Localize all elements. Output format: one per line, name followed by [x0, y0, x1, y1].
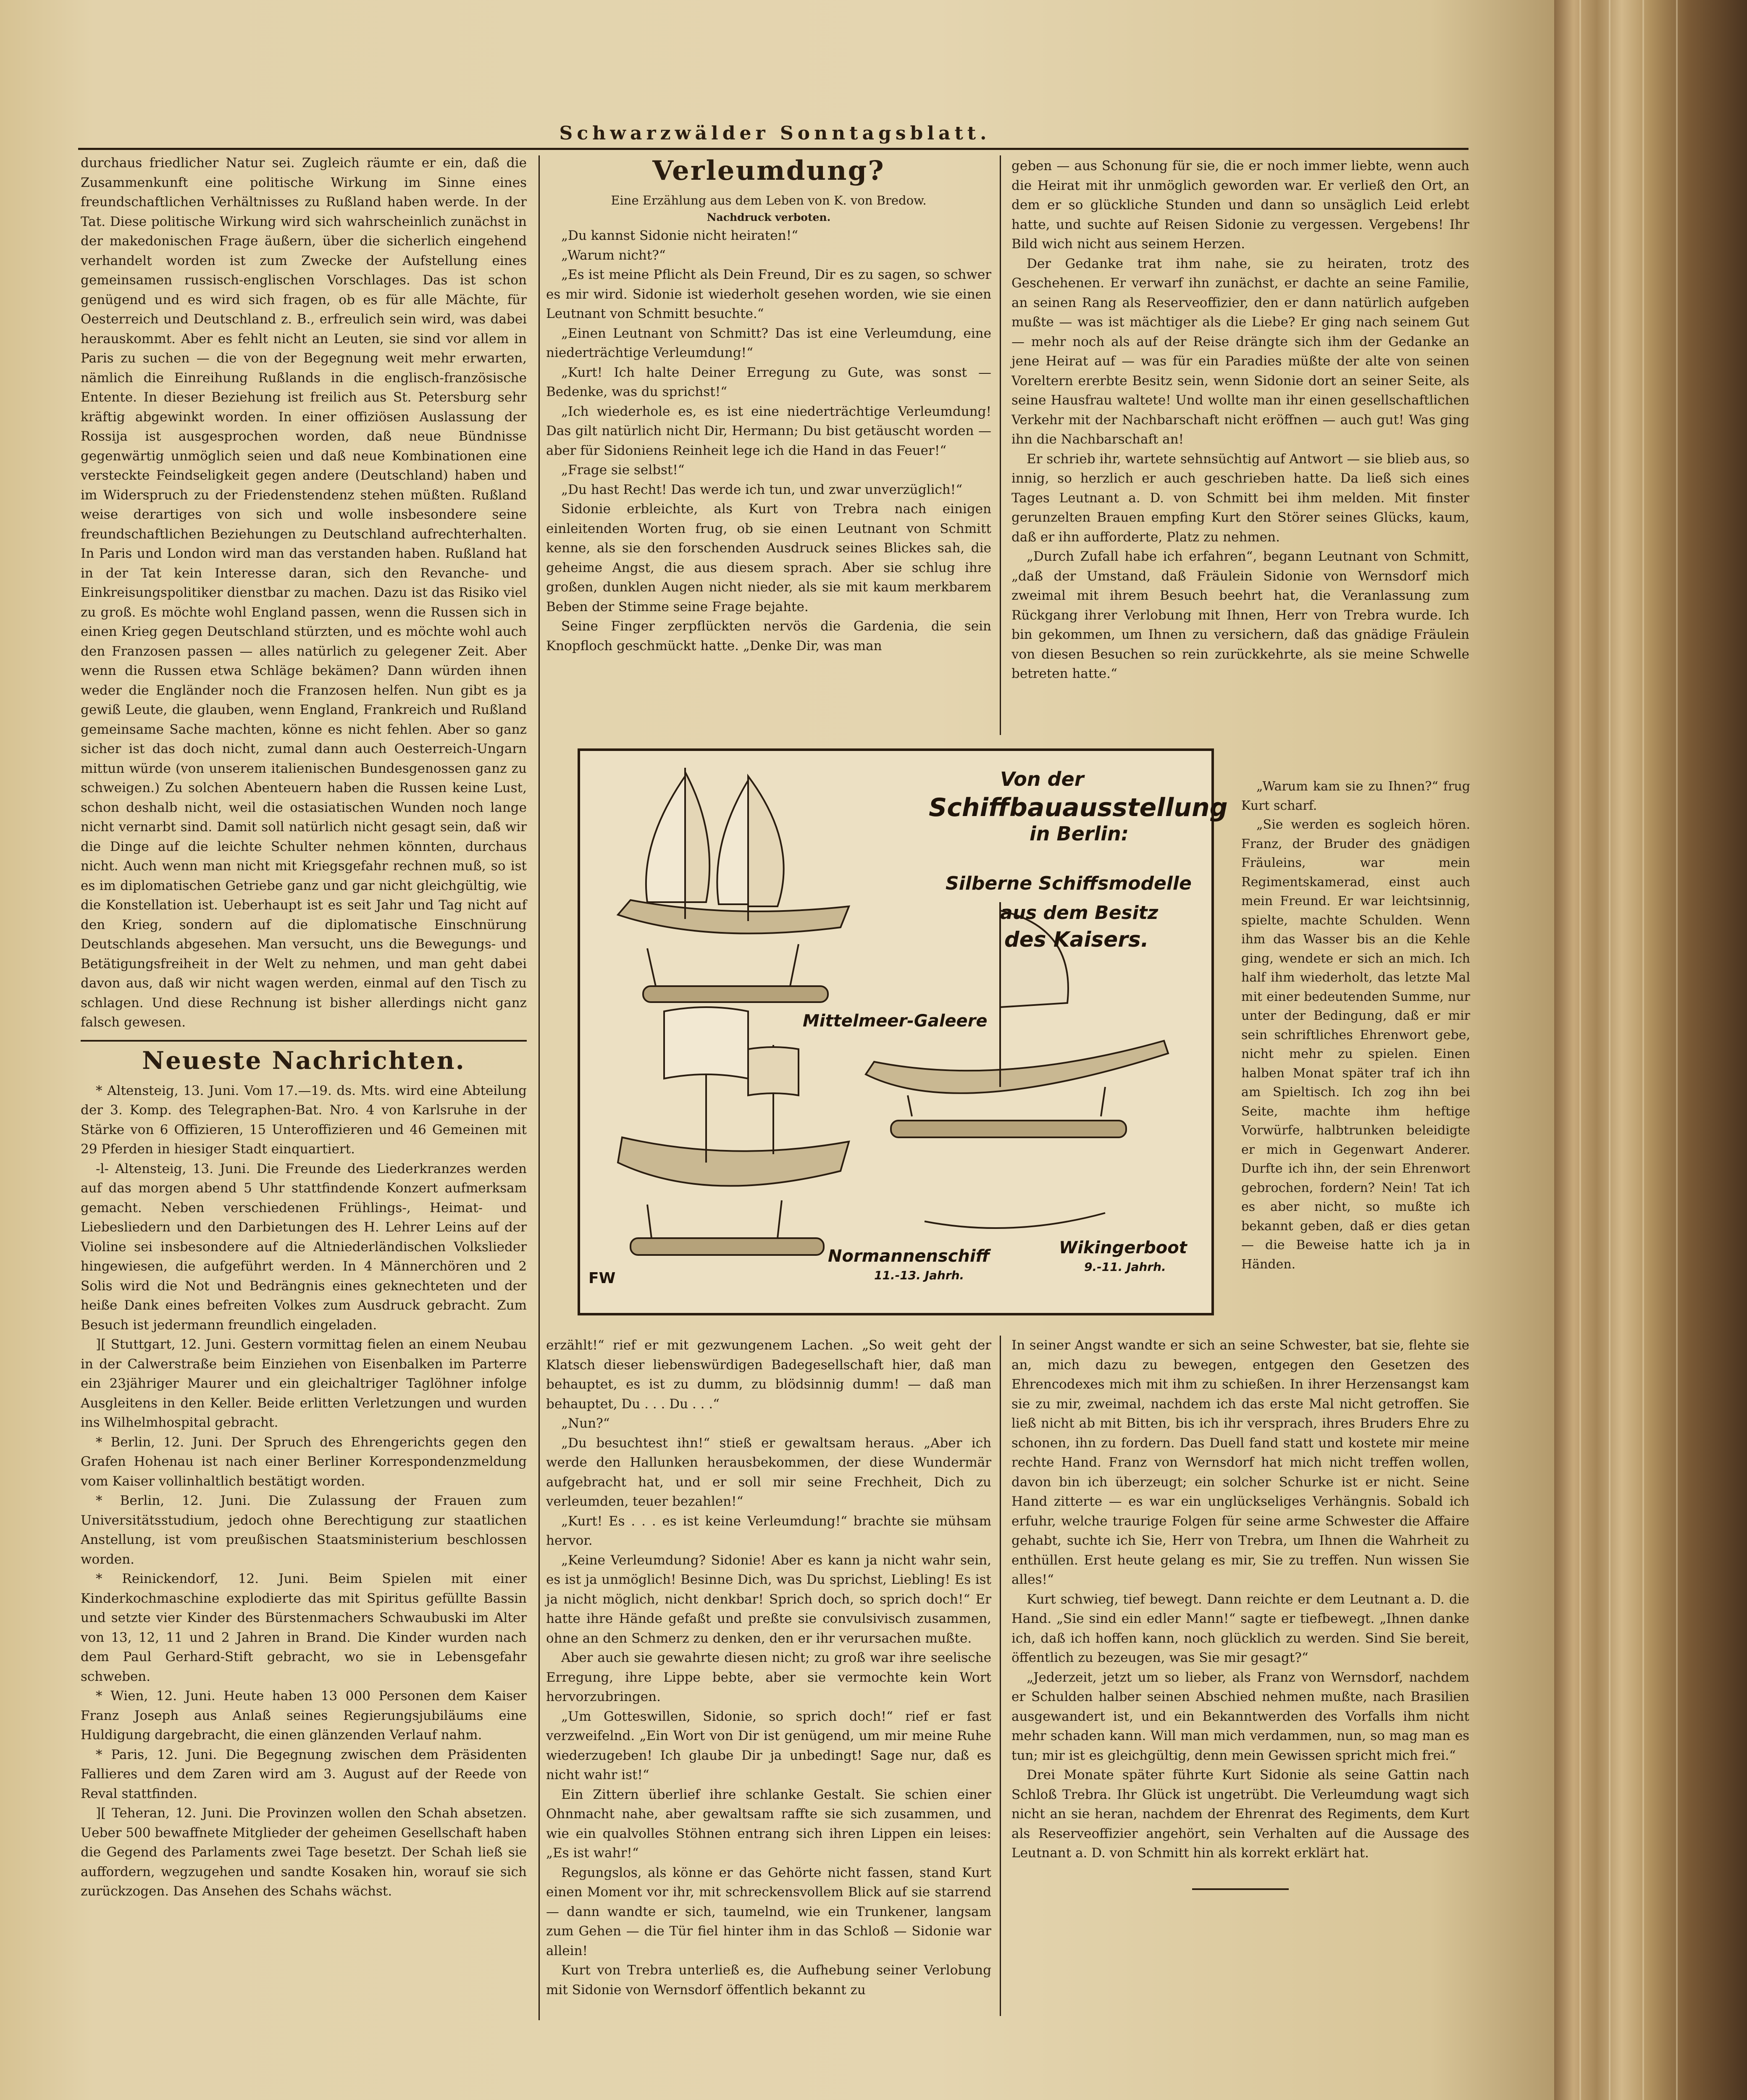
caption-line-2: Schiffbauausstellung [929, 793, 1228, 822]
story-paragraph: „Kurt! Ich halte Deiner Erregung zu Gute, was sonst — Bedenke, was du sprichst!“ [546, 365, 991, 399]
end-rule [1192, 1888, 1289, 1890]
masthead: Schwarzwälder Sonntagsblatt. [559, 123, 991, 144]
story-paragraph: Kurt schwieg, tief bewegt. Dann reichte er dem Leutnant a. D. die Hand. „Sie sind ein edler Mann!“ sagte er tiefbewegt. „Ihnen danke ich, daß ich hoffen kann, noch glücklich zu werden. Sind Sie bereit, öffentlich zu bezeugen, was Sie mir gesagt?“ [1011, 1591, 1469, 1665]
story-paragraph: Drei Monate später führte Kurt Sidonie als seine Gattin nach Schloß Trebra. Ihr Glück ist ungetrübt. Die Verleumdung wagt sich nicht an sie heran, nachdem der Ehrenrat des Regiments, dem Kurt als Reserveoffizier angehört, sein Verhalten auf die Aussage des Leutnant a. D. von Schmitt hin als korrekt erklärt hat. [1011, 1767, 1469, 1861]
label-viking-date: 9.-11. Jahrh. [1084, 1260, 1166, 1274]
masthead-rule [78, 148, 1469, 150]
story-paragraph: „Um Gotteswillen, Sidonie, so sprich doch!“ rief er fast verzweifelnd. „Ein Wort von Dir ist genügend, um mir meine Ruhe wiederzugeben! Ich glaube Dir ja unbedingt! Sage nur, daß es nicht wahr ist!“ [546, 1709, 991, 1782]
story-paragraph: „Frage sie selbst!“ [561, 462, 685, 478]
story-paragraph: „Sie werden es sogleich hören. Franz, der Bruder des gnädigen Fräuleins, war mein Regimentskamerad, einst auch mein Freund. Er war leichtsinnig, spielte, machte Schulden. Wenn ihm das Wasser bis an die Kehle ging, wendete er sich an mich. Ich half ihm wiederholt, das letzte Mal mit einer bedeutenden Summe, nur unter der Bedingung, daß er mir sein schriftliches Ehrenwort gebe, nicht mehr zu spielen. Einen halben Monat später traf ich ihn am Spieltisch. Ich zog ihn bei Seite, machte ihm heftige Vorwürfe, halbtrunken beleidigte er mich in Gegenwart Anderer. Durfte ich ihn, der sein Ehrenwort gebrochen, fordern? Nein! Tat ich es aber nicht, so mußte ich bekannt geben, daß er dies getan — die Beweise hatte ich ja in Händen. [1241, 817, 1470, 1272]
book-binding-edge [1554, 0, 1747, 2100]
section-rule [81, 1040, 527, 1042]
article-continuation: durchaus friedlicher Natur sei. Zugleich räumte er ein, daß die Zusammenkunft eine politische Wirkung im Sinne eines freundschaftlichen Verhältnisses zu Rußland haben werde. In der Tat. Diese politische Wirkung wird sich wahrscheinlich zunächst in der makedonischen Frage äußern, über die sicherlich eingehend verhandelt worden ist zum Zwecke der Aufstellung eines gemeinsamen russisch-englischen Vorschlages. Das ist schon genügend und es wird sich fragen, ob es für alle Mächte, für Oesterreich und Deutschland z. B., erfreulich sein wird, was dabei herauskommt. Aber es fehlt nicht an Leuten, sie sind vor allem in Paris zu suchen — die von der Begegnung weit mehr erwarten, nämlich die Einreihung Rußlands in die englisch-französische Entente. In dieser Beziehung ist freilich aus St. Petersburg sehr kräftig abgewinkt worden. In einer offiziösen Auslassung der Rossija ist ausgesprochen worden, daß neue Bündnisse gegenwärtig unmöglich seien und daß neue Kombinationen eine versteckte Feindseligkeit gegen andere (Deutschland) haben und im Widerspruch zu der Friedenstendenz stehen müßten. Rußland weise derartiges von sich und wolle insbesondere seine freundschaftlichen Beziehungen zu Deutschland aufrechterhalten. In Paris und London wird man das verstanden haben. Rußland hat in der Tat kein Interesse daran, sich den Revanche- und Einkreisungspolitiker dienstbar zu machen. Dazu ist das Risiko viel zu groß. Es möchte wohl England passen, wenn die Russen sich in einen Krieg gegen Deutschland stürzten, und es möchte wohl auch den Franzosen passen — alles natürlich zu gelegener Zeit. Aber wenn die Russen etwa Schläge bekämen? Dann würden ihnen weder die Engländer noch die Franzosen helfen. Nun gibt es ja gewiß Leute, die glauben, wenn England, Frankreich und Rußland gemeinsame Sache machten, könne es nicht fehlen. Aber so ganz sicher ist das doch nicht, zumal dann auch Oesterreich-Ungarn mittun würde (von unserem italienischen Bundesgenossen ganz zu schweigen.) Zu solchen Abenteuern haben die Russen keine Lust, schon deshalb nicht, weil die ostasiatischen Wunden noch lange nicht vernarbt sind. Damit soll natürlich nicht gesagt sein, daß wir die Dinge auf die leichte Schulter nehmen könnten, durchaus nicht. Auch wenn man nicht mit Kriegsgefahr rechnen muß, so ist es im diplomatischen Getriebe ganz und gar nicht gleichgültig, wie die Konstellation ist. Ueberhaupt ist es seit Jahr und Tag nicht auf den Krieg, sondern auf die diplomatische Einschnürung Deutschlands abgesehen. Man versucht, uns die Bewegungs- und Betätigungsfreiheit in der Welt zu nehmen, und man geht dabei davon aus, daß wir nicht wagen werden, einmal auf den Tisch zu schlagen. Und diese Rechnung ist bisher allerdings nicht ganz falsch gewesen. [81, 155, 527, 1030]
story-column-3-bottom [1011, 1336, 1469, 1890]
label-norman-ship: Normannenschiff [828, 1247, 990, 1266]
story-side-column [1241, 777, 1470, 1274]
story-paragraph: Seine Finger zerpflückten nervös die Gardenia, die sein Knopfloch geschmückt hatte. „Denke Dir, was man [546, 619, 991, 654]
caption-line-4: Silberne Schiffsmodelle [946, 873, 1192, 894]
reprint-notice: Nachdruck verboten. [707, 211, 831, 223]
news-heading: Neueste Nachrichten. [142, 1046, 465, 1075]
caption-line-1: Von der [1000, 768, 1084, 790]
story-paragraph: Aber auch sie gewahrte diesen nicht; zu groß war ihre seelische Erregung, ihre Lippe bebte, aber sie vermochte kein Wort hervorzubringen. [546, 1650, 991, 1704]
story-paragraph: „Ich wiederhole es, es ist eine niederträchtige Verleumdung! Das gilt natürlich nicht Dir, Hermann; Du bist getäuscht worden — aber für Sidoniens Reinheit lege ich die Hand in das Feuer!“ [546, 404, 991, 458]
column-rule-1 [539, 155, 540, 2020]
story-column-3-top [1011, 156, 1469, 684]
story-paragraph: „Einen Leutnant von Schmitt? Das ist eine Verleumdung, eine niederträchtige Verleumdung!“ [546, 326, 991, 360]
artist-signature: FW [588, 1270, 616, 1287]
story-subtitle: Eine Erzählung aus dem Leben von K. von Bredow. [611, 193, 927, 207]
story-paragraph: Sidonie erbleichte, als Kurt von Trebra nach einigen einleitenden Worten frug, ob sie einen Leutnant von Schmitt kenne, als sie den forschenden Ausdruck seines Blickes sah, die geheime Angst, die aus diesem sprach. Aber sie schlug ihre großen, dunklen Augen nicht nieder, als sie mit kaum merkbarem Beben der Stimme seine Frage bejahte. [546, 501, 991, 614]
news-item: -l- Altensteig, 13. Juni. Die Freunde des Liederkranzes werden auf das morgen abend 5 Uhr stattfindende Konzert aufmerksam gemacht. Neben verschiedenen Frühlings-, Heimat- und Liebesliedern und den Darbietungen des H. Lehrer Leins auf der Violine sei insbesondere auf die Altniederländischen Volkslieder hingewiesen, die aufgeführt werden. In 4 Männerchören und 2 Solis wird die Not und Bedrängnis eines geknechteten und der heiße Dank eines befreiten Volkes zum Ausdruck gebracht. Zum Besuch ist jedermann freundlich eingeladen. [81, 1161, 527, 1333]
story-paragraph: Kurt von Trebra unterließ es, die Aufhebung seiner Verlobung mit Sidonie von Wernsdorf öffentlich bekannt zu [546, 1963, 991, 1998]
news-item: * Reinickendorf, 12. Juni. Beim Spielen mit einer Kinderkochmaschine explodierte das mit Spiritus gefüllte Bassin und setzte vier Kinder des Bürstenmachers Schwaubuski im Alter von 13, 12, 11 und 2 Jahren in Brand. Die Kinder wurden nach dem Paul Gerhard-Stift gebracht, wo sie in Lebensgefahr schweben. [81, 1571, 527, 1684]
story-paragraph: „Kurt! Es . . . es ist keine Verleumdung!“ brachte sie mühsam hervor. [546, 1513, 991, 1548]
column-rule-3 [1000, 1336, 1001, 2016]
story-paragraph: geben — aus Schonung für sie, die er noch immer liebte, wenn auch die Heirat mit ihr unmöglich geworden war. Er verließ den Ort, an dem er so glückliche Stunden und dann so unsäglich Leid erlebt hatte, und suchte auf Reisen Sidonie zu vergessen. Vergebens! Ihr Bild wich nicht aus seinem Herzen. [1011, 158, 1469, 252]
story-paragraph: „Du besuchtest ihn!“ stieß er gewaltsam heraus. „Aber ich werde den Hallunken herausbekommen, der diese Wundermär aufgebracht hat, und er soll mir seine Frechheit, Dich zu verleumden, teuer bezahlen!“ [546, 1435, 991, 1509]
story-column-2-top [546, 156, 991, 656]
story-paragraph: erzählt!“ rief er mit gezwungenem Lachen. „So weit geht der Klatsch dieser liebenswürdigen Badegesellschaft hier, daß man behauptet, es ist zu dumm, zu blödsinnig dumm! — daß man behauptet, Du . . . Du . . .“ [546, 1338, 991, 1412]
story-paragraph: Der Gedanke trat ihm nahe, sie zu heiraten, trotz des Geschehenen. Er verwarf ihn zunächst, er dachte an seine Familie, an seinen Rang als Reserveoffizier, den er dann natürlich aufgeben mußte — was ist mächtiger als die Liebe? Er ging nach seinem Gut — mehr noch als auf der Reise drängte sich ihm der Gedanke an jene Heirat auf — was für ein Paradies müßte der alte von seinen Voreltern ererbte Besitz sein, wenn Sidonie dort an seiner Seite, als seine Hausfrau waltete! Und wollte man ihr einen gesellschaftlichen Verkehr mit der Nachbarschaft nicht eröffnen — auch gut! Was ging ihn die Nachbarschaft an! [1011, 256, 1469, 447]
story-paragraph: „Nun?“ [561, 1416, 610, 1431]
label-norman-date: 11.-13. Jahrh. [874, 1268, 964, 1282]
caption-line-3: in Berlin: [1030, 822, 1129, 845]
story-column-2-bottom [546, 1336, 991, 2000]
column-1 [81, 153, 527, 1901]
news-item: ][ Teheran, 12. Juni. Die Provinzen wollen den Schah absetzen. Ueber 500 bewaffnete Mitglieder der geheimen Gesellschaft haben die Gegend des Parlaments zwei Tage besetzt. Der Schah ließ sie auffordern, wegzugehen und sandte Kosaken hin, worauf sie sich zurückzogen. Das Ansehen des Schahs wächst. [81, 1806, 527, 1899]
label-galley: Mittelmeer-Galeere [803, 1011, 988, 1031]
news-item: * Berlin, 12. Juni. Die Zulassung der Frauen zum Universitätsstudium, jedoch ohne Berechtigung zur staatlichen Anstellung, ist vom preußischen Staatsministerium beschlossen worden. [81, 1493, 527, 1567]
news-item: * Berlin, 12. Juni. Der Spruch des Ehrengerichts gegen den Grafen Hohenau ist nach einer Berliner Korrespondenzmeldung vom Kaiser vollinhaltlich bestätigt worden. [81, 1434, 527, 1489]
ship-models-illustration [578, 748, 1228, 1315]
story-paragraph: „Keine Verleumdung? Sidonie! Aber es kann ja nicht wahr sein, es ist ja unmöglich! Besinne Dich, was Du sprichst, Liebling! Es ist ja nicht möglich, nicht denkbar! Sprich doch, so sprich doch!“ Er hatte ihre Hände gefaßt und preßte sie convulsivisch zusammen, ohne an den Schmerz zu denken, den er ihr verursachen mußte. [546, 1552, 991, 1646]
story-paragraph: „Du hast Recht! Das werde ich tun, und zwar unverzüglich!“ [561, 482, 963, 497]
news-item: * Paris, 12. Juni. Die Begegnung zwischen dem Präsidenten Fallieres und dem Zaren wird am 3. August auf der Reede von Reval stattfinden. [81, 1747, 527, 1801]
label-viking-boat: Wikingerboot [1059, 1238, 1187, 1257]
caption-line-6: des Kaisers. [1004, 927, 1149, 952]
story-paragraph: In seiner Angst wandte er sich an seine Schwester, bat sie, flehte sie an, mich dazu zu bewegen, entgegen den Gesetzen des Ehrencodexes mich mit ihm zu schießen. In ihrer Herzensangst kam sie zu mir, zweimal, nachdem ich das erste Mal nicht getroffen. Sie ließ nicht ab mit Bitten, bis ich ihr versprach, ihres Bruders Ehre zu schonen, ihn zu fordern. Das Duell fand statt und kostete mir meine rechte Hand. Franz von Wernsdorf hat mich nicht treffen wollen, davon bin ich überzeugt; ein solcher Schurke ist er nicht. Seine Hand zitterte — es war ein unglückseliges Verhängnis. Sobald ich erfuhr, welche traurige Folgen für seine arme Schwester die Affaire gehabt, suchte ich Sie, Herr von Trebra, um Ihnen die Wahrheit zu enthüllen. Erst heute gelang es mir, Sie zu treffen. Nun wissen Sie alles!“ [1011, 1338, 1469, 1587]
news-item: ][ Stuttgart, 12. Juni. Gestern vormittag fielen an einem Neubau in der Calwerstraße beim Einziehen von Eisenbalken im Parterre ein 23jähriger Maurer und ein gleichaltriger Taglöhner infolge Ausgleitens in den Keller. Beide erlitten Verletzungen und wurden ins Wilhelmhospital gebracht. [81, 1337, 527, 1430]
story-paragraph: „Warum nicht?“ [561, 247, 666, 263]
story-title: Verleumdung? [652, 155, 885, 186]
news-item: * Wien, 12. Juni. Heute haben 13 000 Personen dem Kaiser Franz Joseph aus Anlaß seines Regierungsjubiläums eine Huldigung dargebracht, die einen glänzenden Verlauf nahm. [81, 1688, 527, 1743]
story-paragraph: Regungslos, als könne er das Gehörte nicht fassen, stand Kurt einen Moment vor ihr, mit schreckensvollem Blick auf sie starrend — dann wandte er sich, taumelnd, wie ein Trunkener, langsam zum Gehen — die Tür fiel hinter ihm in das Schloß — Sidonie war allein! [546, 1865, 991, 1958]
story-paragraph: Ein Zittern überlief ihre schlanke Gestalt. Sie schien einer Ohnmacht nahe, aber gewaltsam raffte sie sich zusammen, und wie ein qualvolles Stöhnen entrang sich ihren Lippen ein leises: „Es ist wahr!“ [546, 1787, 991, 1861]
caption-line-5: aus dem Besitz [1000, 902, 1159, 924]
story-paragraph: „Warum kam sie zu Ihnen?“ frug Kurt scharf. [1241, 779, 1470, 813]
story-paragraph: „Du kannst Sidonie nicht heiraten!“ [561, 228, 799, 243]
story-paragraph: „Jederzeit, jetzt um so lieber, als Franz von Wernsdorf, nachdem er Schulden halber seinen Abschied nehmen mußte, nach Brasilien ausgewandert ist, und ein Bekanntwerden des Vorfalls ihm nicht mehr schaden kann. Will man mich verdammen, nun, so mag man es tun; mir ist es gleichgültig, denn mein Gewissen spricht mich frei.“ [1011, 1670, 1469, 1763]
news-item: * Altensteig, 13. Juni. Vom 17.—19. ds. Mts. wird eine Abteilung der 3. Komp. des Telegraphen-Bat. Nro. 4 von Karlsruhe in der Stärke von 6 Offizieren, 15 Unteroffizieren und 46 Gemeinen mit 29 Pferden in hiesiger Stadt einquartiert. [81, 1083, 527, 1157]
column-rule-2 [1000, 155, 1001, 735]
story-paragraph: „Durch Zufall habe ich erfahren“, begann Leutnant von Schmitt, „daß der Umstand, daß Fräulein Sidonie von Wernsdorf mich zweimal mit ihrem Besuch beehrt hat, die Veranlassung zum Rückgang ihrer Verlobung mit Ihnen, Herr von Trebra wurde. Ich bin gekommen, um Ihnen zu versichern, daß das gnädige Fräulein von diesen Besuchen so rein zurückkehrte, als sie meine Schwelle betreten hatte.“ [1011, 549, 1469, 681]
story-paragraph: Er schrieb ihr, wartete sehnsüchtig auf Antwort — sie blieb aus, so innig, so herzlich er auch geschrieben hatte. Da ließ sich eines Tages Leutnant a. D. von Schmitt bei ihm melden. Mit finster gerunzelten Brauen empfing Kurt den Störer seines Glücks, kaum, daß er ihn aufforderte, Platz zu nehmen. [1011, 451, 1469, 545]
story-paragraph: „Es ist meine Pflicht als Dein Freund, Dir es zu sagen, so schwer es mir wird. Sidonie ist wiederholt gesehen worden, wie sie einen Leutnant von Schmitt besuchte.“ [546, 267, 991, 321]
